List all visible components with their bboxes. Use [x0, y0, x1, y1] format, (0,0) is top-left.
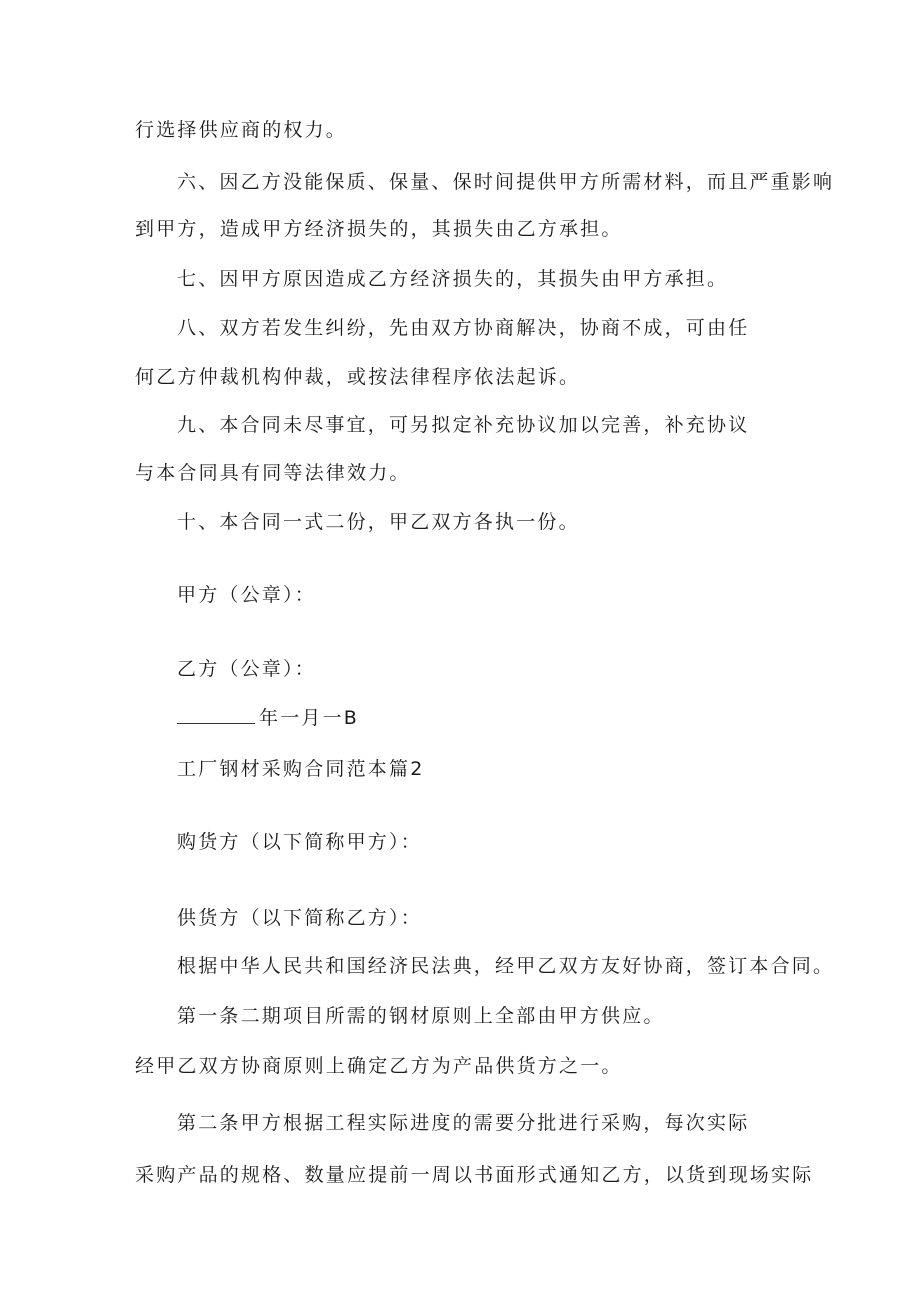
- text-line: 十、本合同一式二份，甲乙双方各执一份。: [177, 511, 580, 533]
- date-text: 年一月一B: [259, 707, 360, 729]
- text-line: 经甲乙双方协商原则上确定乙方为产品供货方之一。: [135, 1055, 623, 1077]
- text-line: 八、双方若发生纠纷，先由双方协商解决，协商不成，可由任: [177, 317, 750, 339]
- text-line: 与本合同具有同等法律效力。: [135, 462, 411, 484]
- date-line: [177, 706, 359, 730]
- section-title: 工厂钢材采购合同范本篇2: [177, 758, 425, 780]
- text-line: 行选择供应商的权力。: [135, 119, 348, 141]
- text-line: 第二条甲方根据工程实际进度的需要分批进行采购，每次实际: [177, 1112, 750, 1134]
- party-b-seal-line: 乙方（公章）：: [177, 658, 316, 680]
- text-line: 第一条二期项目所需的钢材原则上全部由甲方供应。: [177, 1005, 665, 1027]
- buyer-line: 购货方（以下简称甲方）：: [177, 831, 422, 853]
- text-line: 七、因甲方原因造成乙方经济损失的，其损失由甲方承担。: [177, 268, 729, 290]
- text-line: 到甲方，造成甲方经济损失的，其损失由乙方承担。: [135, 218, 623, 240]
- supplier-line: 供货方（以下简称乙方）：: [177, 907, 422, 929]
- text-line: 九、本合同未尽事宜，可另拟定补充协议加以完善，补充协议: [177, 414, 750, 436]
- date-blank: [177, 707, 255, 724]
- party-a-seal-line: 甲方（公章）：: [177, 584, 316, 606]
- text-line: 根据中华人民共和国经济民法典，经甲乙双方友好协商，签订本合同。: [177, 955, 835, 977]
- text-line: 采购产品的规格、数量应提前一周以书面形式通知乙方，以货到现场实际: [135, 1164, 814, 1186]
- text-line: 何乙方仲裁机构仲裁，或按法律程序依法起诉。: [135, 366, 581, 388]
- text-line: 六、因乙方没能保质、保量、保时间提供甲方所需材料，而且严重影响: [177, 171, 835, 193]
